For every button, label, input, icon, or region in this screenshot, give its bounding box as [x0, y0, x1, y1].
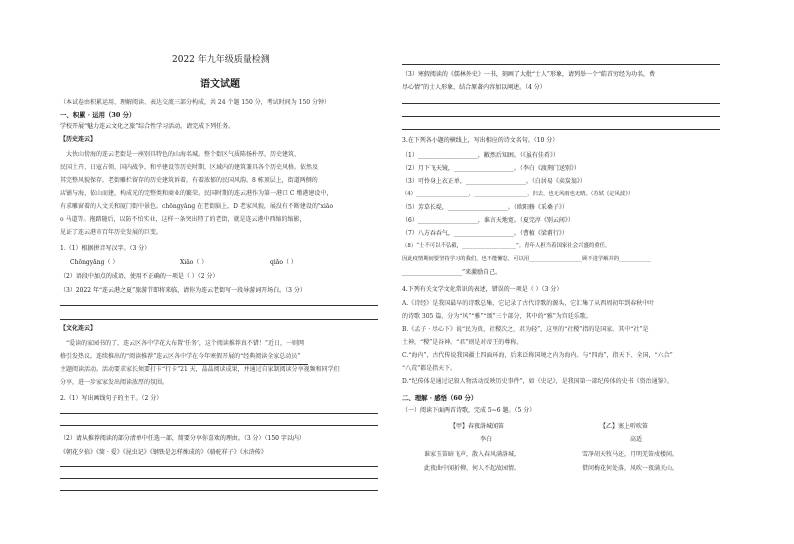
answer-line[interactable] — [60, 425, 378, 426]
poem-a-line: 谁家玉笛暗飞声，散入春风满洛城。 — [424, 451, 521, 458]
history-line: 店铺与海、依山而建，构成光的完整类和商业的繁荣。民国时期的连云港作为第一港口 C 墩港建设中， — [60, 190, 333, 197]
question-poetry: 3.在下列各小题的横线上，写出相应的诗文名句。（10 分） — [402, 137, 559, 144]
exam-title: 2022 年九年级质量检测 — [172, 55, 270, 65]
poem-blank-8[interactable]: （8）“士不可以不弘毅，____________________”。青年人担当着国家社会兴盛的重任。 — [402, 243, 611, 249]
poem-b-line: 借问梅花何处落，风吹一夜满关山。 — [582, 465, 679, 472]
question-3: （3）寒假阅读的《儒林外史》一书，刻画了大批“士人”形象，请列举一个“皓首穷经为功名，费 — [402, 71, 656, 78]
option-b[interactable]: B.《孟子 · 尽心下》说“民为贵，社稷次之，君为轻”，这里的“社稷”指的是国家。其中“社”是 — [402, 326, 649, 333]
answer-line[interactable] — [60, 490, 378, 491]
history-line: 大伙山傍海的连云老街是一座别具特色的山海名城。整个街区气质陈扬朴厚，历史建筑、 — [66, 151, 301, 158]
poem-blank-5[interactable]: （5）芳草长堤，____________________。（欧阳修《采桑子》） — [402, 204, 568, 211]
poem-a-title: 【甲】春夜洛城闻笛 — [450, 423, 505, 430]
history-line: o 马道等。拖踏随后，以防不怕实业，这样一条突出特了的老街，就是连云港中西缩的缩影， — [60, 216, 306, 223]
pinyin-1[interactable]: Chōngyāng（ ） — [70, 259, 119, 266]
instructions: （本试卷由积累运用、理解阅读、表达交流三部分构成，共 24 个题 150 分，考试时间为 150 分钟） — [60, 99, 330, 106]
poem-b-title: 【乙】塞上听吹笛 — [600, 423, 649, 430]
history-line: 见证了连云港市百年历史发展的巨变。 — [60, 229, 163, 236]
poem-blank-10[interactable]: ____________________”来激励自己。 — [402, 269, 502, 276]
poem-blank-3[interactable]: （3）可怜身上衣正单，____________________。（白居易《卖炭翁》） — [402, 178, 586, 185]
question-1-2: （2）语段中加点的成语，使用不正确的一项是（ ）（2 分） — [60, 273, 219, 280]
activity-intro: 学校开展“魅力连云文化之旅”综合性学习活动。请完成下列任务。 — [60, 123, 235, 130]
culture-line: 分享，进一步家家发出阅读浓厚的氛围。 — [60, 379, 169, 386]
question-1-1: 1.（1）根据拼音写汉字。（3 分） — [60, 245, 151, 252]
answer-line[interactable] — [60, 305, 378, 306]
answer-line[interactable] — [402, 116, 720, 117]
poem-blank-4[interactable]: （4）____________________，____________________，归去，也无风雨也无晴。（苏轼《定风波》） — [402, 191, 634, 197]
option-b-cont: 土神，“稷”是谷神。“君”则是对帝王的尊称。 — [402, 339, 523, 346]
poem-blank-2[interactable]: （2）月下飞天镜，____________________。（李白《渡荆门送别》） — [402, 165, 580, 172]
history-line: 其完整风貌保存。老街雕栏留存的历史建筑诉着，有着浓郁的民国风韵。8 栋顶层上，街道两侧的 — [60, 177, 318, 184]
question-2-1: 2.（1）写出画线句子的主干。（2 分） — [60, 395, 163, 402]
poem-b-author: 高适 — [630, 436, 643, 443]
answer-line[interactable] — [402, 64, 720, 65]
pinyin-3[interactable]: qiǎo（ ） — [270, 259, 297, 266]
option-c[interactable]: C.“海内”，古代传说我国疆土四面环海，后来泛称国境之内为海内。与“四海”，指天下、全国，“六合” — [402, 352, 673, 359]
option-d[interactable]: D.“纪传体是通过记叙人物活动反映历史事件”，如《史记》，是我国第一部纪传体的史书《资治通鉴》。 — [402, 378, 673, 385]
poem-blank-1[interactable]: （1）____________________，敝然后知困。（《虽有佳肴》） — [402, 152, 559, 159]
section2-heading: 二、理解 · 感悟（60 分） — [402, 394, 478, 402]
answer-line[interactable] — [60, 466, 378, 467]
poem-blank-6[interactable]: （6）____________________，谁言天地宽。（夏完淳《别云间》） — [402, 217, 574, 224]
culture-line: 格引发热议。连续推出的“阅读推荐”连云区各中学在今年寒假开展的“经典阅读全家总动员” — [60, 353, 301, 360]
reading-subheading: （一）阅读下面两首诗歌，完成 5~6 题。（5 分） — [402, 407, 536, 414]
culture-line: 主题阅读活动。活动要求家长须要打卡“行卡”21 天，晶晶阅读成果，并通过自家制阅读分享视频和同学们 — [60, 366, 340, 373]
history-line: 有求雕窗着的人文关和厦门街中景色。chōngyāng 在老街脑上，D 老家风貌，展没有不断建设的"xiāo — [60, 203, 334, 210]
question-literature: 4.下列有关文学文化常识的表述，错误的一项是（ ）（3 分） — [402, 286, 563, 293]
reading-list: 《朝花夕拾》《简 · 爱》《昆虫记》《钢铁是怎样炼成的》《骆驼祥子》《水浒传》 — [60, 449, 267, 456]
pinyin-2[interactable]: Xiāo（ ） — [180, 259, 208, 266]
section1-heading: 一、积累 · 运用（30 分） — [60, 111, 136, 119]
history-heading: 【历史连云】 — [60, 136, 97, 143]
option-c-cont: “八荒”都是指天下。 — [402, 365, 457, 372]
culture-line: “爱读的家园书的了，连云区各中学花大布置‘任务’，这个阅读推荐真不错！”近日，一则网 — [66, 340, 304, 347]
poem-a-line: 此夜曲中闻折柳，何人不起故园情。 — [424, 465, 521, 472]
question-3-cont: 尽心情”的士人形象，结合原著内容加以阐述。（4 分） — [402, 84, 546, 91]
option-a-cont: 的诗歌 305 篇，分为“风”“雅”“颂”三个部分，其中的“雅”为宫廷乐歌。 — [402, 313, 592, 320]
subject-title: 语文试题 — [200, 79, 240, 90]
poem-a-author: 李白 — [480, 436, 493, 443]
poem-b-line: 雪净胡天牧马还，月明羌笛戍楼间。 — [582, 451, 679, 458]
answer-line[interactable] — [60, 413, 378, 414]
question-1-3: （3）2022 年“连云港之夏”旅游节即将来临，请你为连云老街写一段导游词开场白。（3 分） — [60, 287, 306, 294]
culture-heading: 【文化连云】 — [60, 325, 97, 332]
answer-line[interactable] — [402, 129, 720, 130]
underlined-sentence — [148, 364, 308, 365]
option-a[interactable]: A.《诗经》是我国最早的诗歌总集，它记录了古代诗歌的源头，它汇集了从西周初年到春秋中叶 — [402, 300, 655, 307]
answer-line[interactable] — [402, 103, 720, 104]
poem-blank-7[interactable]: （7）八方吞吞气，____________________。（曹植《梁甫行》） — [402, 230, 568, 237]
history-line: 民国土卉、日寇占领、国内战争，和平建设等历史时期，区域内的建筑兼具各个历史风格。依然及 — [60, 164, 319, 171]
question-2-2: （2）请从推荐阅读的部分清单中任选一部，简要分享你喜欢的理由。（3 分）（150 字以内） — [60, 435, 305, 442]
answer-line[interactable] — [60, 478, 378, 479]
answer-line[interactable] — [60, 319, 378, 320]
poem-blank-9[interactable]: 因此疫情期间要坚持学习的我们，也不能懈怠，可以用____________________顾不进学解并的____________ — [402, 256, 651, 262]
